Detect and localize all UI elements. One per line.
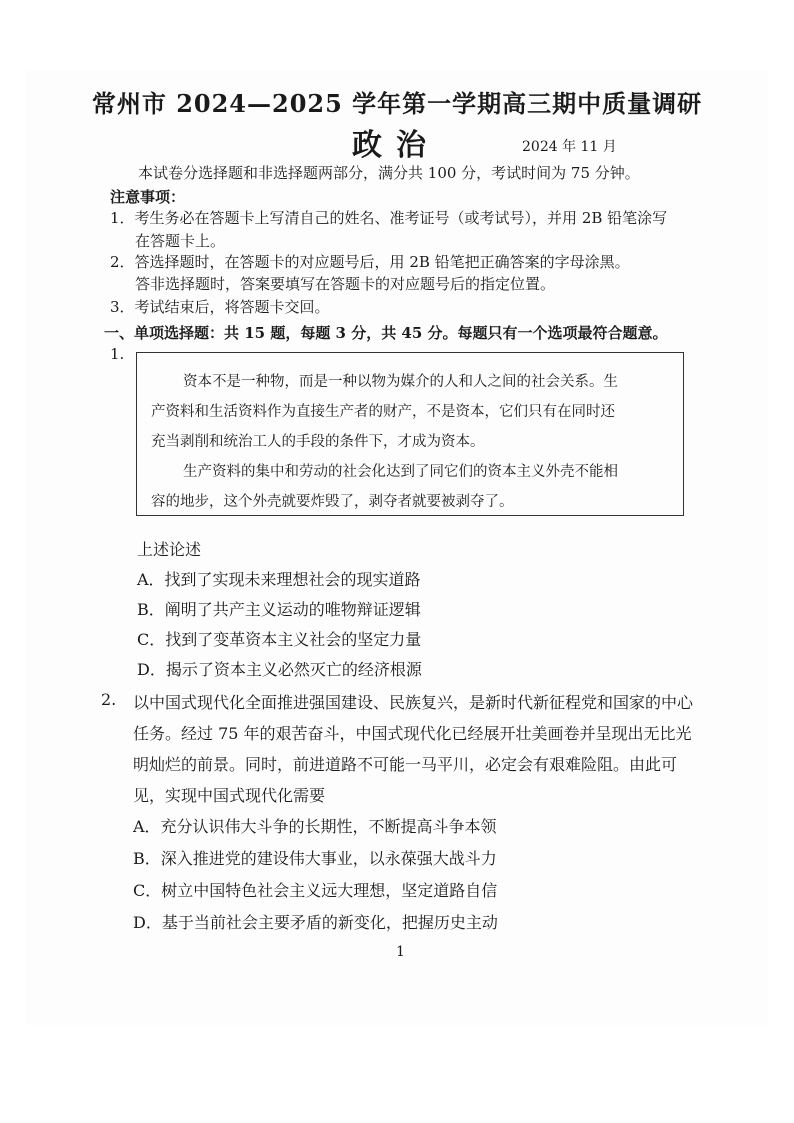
note-item: 答非选择题时，答案要填写在答题卡的对应题号后的指定位置。: [135, 275, 556, 293]
question-text: 任务。经过 75 年的艰苦奋斗，中国式现代化已经展开壮美画卷并呈现出无比光: [133, 724, 692, 743]
option-b: B．深入推进党的建设伟大事业，以永葆强大战斗力: [133, 849, 497, 868]
note-item: 3．考试结束后，将答题卡交回。: [110, 298, 330, 316]
quote-line: 容的地步，这个外壳就要炸毁了，剥夺者就要被剥夺了。: [151, 494, 514, 510]
question-text: 见，实现中国式现代化需要: [133, 786, 326, 805]
question-stem: 上述论述: [137, 540, 202, 559]
option-a: A．充分认识伟大斗争的长期性，不断提高斗争本领: [133, 817, 497, 836]
question-text: 以中国式现代化全面推进强国建设、民族复兴，是新时代新征程党和国家的中心: [133, 693, 694, 712]
option-a: A．找到了实现未来理想社会的现实道路: [137, 570, 421, 589]
notes-heading: 注意事项：: [110, 188, 186, 206]
quote-line: 资本不是一种物，而是一种以物为媒介的人和人之间的社会关系。生: [183, 374, 618, 390]
note-item: 2．答选择题时，在答题卡的对应题号后，用 2B 铅笔把正确答案的字母涂黑。: [110, 253, 630, 271]
quote-line: 产资料和生活资料作为直接生产者的财产，不是资本，它们只有在同时还: [151, 404, 615, 420]
intro-text: 本试卷分选择题和非选择题两部分，满分共 100 分，考试时间为 75 分钟。: [138, 164, 640, 182]
option-b: B．阐明了共产主义运动的唯物辩证逻辑: [137, 600, 421, 619]
option-d: D．基于当前社会主要矛盾的新变化，把握历史主动: [133, 913, 498, 932]
question-number: 1.: [110, 345, 125, 363]
section-heading: 一、单项选择题：共 15 题，每题 3 分，共 45 分。每题只有一个选项最符合题意。: [104, 324, 668, 342]
subject-title: 政治: [352, 128, 440, 163]
option-c: C．找到了变革资本主义社会的坚定力量: [137, 630, 422, 649]
note-item: 在答题卡上。: [135, 232, 226, 250]
page-number: 1: [396, 944, 405, 960]
quote-line: 充当剥削和统治工人的手段的条件下，才成为资本。: [151, 434, 485, 450]
exam-title: 常州市 2024—2025 学年第一学期高三期中质量调研: [91, 89, 703, 118]
option-c: C．树立中国特色社会主义远大理想，坚定道路自信: [133, 881, 498, 900]
option-d: D．揭示了资本主义必然灭亡的经济根源: [137, 660, 422, 679]
exam-date: 2024 年 11 月: [522, 139, 617, 155]
question-number: 2.: [101, 690, 117, 709]
note-item: 1．考生务必在答题卡上写清自己的姓名、准考证号（或考试号），并用 2B 铅笔涂写: [110, 209, 668, 227]
question-text: 明灿烂的前景。同时，前进道路不可能一马平川，必定会有艰难险阻。由此可: [133, 755, 678, 774]
quote-line: 生产资料的集中和劳动的社会化达到了同它们的资本主义外壳不能相: [183, 464, 618, 480]
